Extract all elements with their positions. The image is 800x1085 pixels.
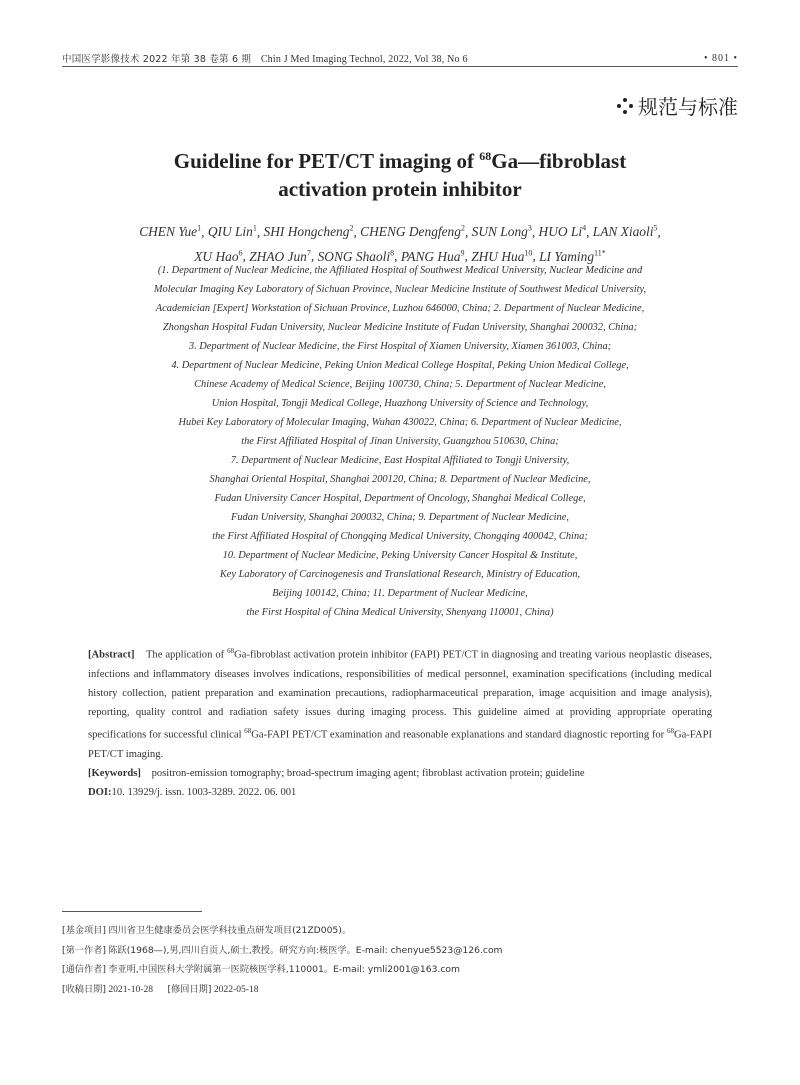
abstract-text: Ga-FAPI PET/CT imaging. bbox=[88, 729, 713, 761]
title-part: Ga—fibroblast bbox=[491, 149, 627, 173]
title-part: Guideline for PET/CT imaging of bbox=[173, 149, 480, 173]
author-name-text: HUO Li bbox=[538, 224, 583, 240]
page-number: • 801 • bbox=[703, 52, 738, 64]
revised-date-label: [修回日期] bbox=[167, 983, 212, 995]
footnote-text: 四川省卫生健康委员会医学科技重点研发项目(21ZD005)。 bbox=[108, 925, 352, 936]
author-name bbox=[139, 224, 201, 239]
author-affiliation-sup: 5 bbox=[653, 224, 658, 233]
affiliation-line: 7. Department of Nuclear Medicine, East Hospital Affiliated to Tongji University, bbox=[230, 455, 570, 466]
footnote-first-author bbox=[62, 941, 738, 961]
section-tag bbox=[616, 91, 738, 120]
affiliation-line: the First Hospital of China Medical University, Shenyang 110001, China) bbox=[246, 607, 554, 618]
abstract bbox=[88, 642, 712, 764]
abstract-text: The application of bbox=[145, 649, 228, 661]
doi-label: DOI: bbox=[88, 787, 112, 799]
footnote-label: [通信作者] bbox=[62, 964, 106, 975]
footnote-label: [第一作者] bbox=[62, 944, 106, 956]
author-name-text: LAN Xiaoli bbox=[592, 224, 654, 240]
author-affiliation-sup: 9 bbox=[460, 248, 465, 258]
affiliation-line: Chinese Academy of Medical Science, Beijing 100730, China; 5. Department of Nuclear Medicine, bbox=[194, 379, 606, 390]
footnote-corresponding-author bbox=[62, 960, 738, 980]
received-date-label: [收稿日期] bbox=[62, 983, 106, 995]
keywords bbox=[88, 764, 712, 783]
abstract-block bbox=[88, 642, 712, 803]
affiliation-line: (1. Department of Nuclear Medicine, the Affiliated Hospital of Southwest Medical University, Nuclear Medicine and bbox=[157, 265, 643, 276]
author-affiliation-sup: 1 bbox=[252, 224, 257, 233]
footnote-text: 李亚明,中国医科大学附属第一医院核医学科,110001。E-mail: ymli2001@163.com bbox=[108, 964, 460, 975]
author-affiliation-sup: 2 bbox=[349, 224, 354, 233]
abstract-text: Ga-fibroblast activation protein inhibitor (FAPI) PET/CT in diagnosing and treating various neoplastic diseases, infections and inflammatory diseases involves indications, responsibilities of medical personnel, examination specifications (including medical history collection, patient preparation and examination precautions, radiopharmaceutical preparation, image acquisition and image analysis), reporting, quality control and radiation safety issues during imaging process. This guideline aimed at providing appropriate operating specifications for successful clinical bbox=[88, 649, 713, 741]
affiliation-line: Beijing 100142, China; 11. Department of Nuclear Medicine, bbox=[272, 588, 528, 599]
affiliation-line: 4. Department of Nuclear Medicine, Peking Union Medical College Hospital, Peking Union Medical College, bbox=[171, 360, 629, 371]
revised-date: 2022-05-18 bbox=[213, 983, 259, 995]
title-line-2: activation protein inhibitor bbox=[278, 177, 522, 201]
author-affiliation-sup: 6 bbox=[238, 248, 243, 258]
author-name bbox=[208, 224, 257, 239]
received-date: 2021-10-28 bbox=[108, 983, 154, 995]
isotope-sup: 68 bbox=[227, 647, 235, 655]
author-name-text: ZHAO Jun bbox=[249, 248, 307, 264]
author-affiliation-sup: 1 bbox=[197, 224, 202, 233]
author-name bbox=[264, 224, 354, 239]
section-tag-label: 规范与标准 bbox=[638, 95, 738, 119]
author-name bbox=[472, 224, 532, 239]
affiliation-line: Academician [Expert] Workstation of Sichuan Province, Luzhou 646000, China; 2. Department of Nuclear Medicine, bbox=[155, 303, 645, 314]
abstract-label: [Abstract] bbox=[88, 649, 135, 661]
article-title bbox=[60, 142, 740, 203]
author-name bbox=[360, 224, 465, 239]
affiliation-line: the First Affiliated Hospital of Jinan University, Guangzhou 510630, China; bbox=[241, 436, 559, 447]
author-name-text: LI Yaming bbox=[539, 248, 595, 264]
journal-citation bbox=[62, 51, 468, 65]
doi bbox=[88, 783, 712, 802]
author-affiliation-sup: 8 bbox=[390, 248, 395, 258]
affiliation-line: Fudan University, Shanghai 200032, China; 9. Department of Nuclear Medicine, bbox=[231, 512, 569, 523]
doi-link[interactable]: 10. 13929/j. issn. 1003-3289. 2022. 06. 001 bbox=[111, 787, 297, 799]
affiliation-line: the First Affiliated Hospital of Chongqing Medical University, Chongqing 400042, China; bbox=[212, 531, 588, 542]
footnote-label: [基金项目] bbox=[62, 925, 106, 936]
affiliation-line: Hubei Key Laboratory of Molecular Imaging, Wuhan 430022, China; 6. Department of Nuclear Medicine, bbox=[178, 417, 622, 428]
affiliation-line: Zhongshan Hospital Fudan University, Nuclear Medicine Institute of Fudan University, Shanghai 200032, China; bbox=[162, 322, 638, 333]
affiliation-line: Molecular Imaging Key Laboratory of Sichuan Province, Nuclear Medicine Institute of Southwest Medical University, bbox=[153, 284, 647, 295]
author-list: CHEN Yue$^1$, QIU Lin$^1$, SHI Hongcheng$^2$, CHENG Dengfeng$^2$, SUN Long$^3$, HUO Li$^4$, LAN Xiaoli$^5$, XU Hao$^6$, ZHAO Jun$^7$, SONG Shaoli$^8$, PANG Hua$^9$, ZHU Hua$^{10}$, LI Yaming$^{11*}$ bbox=[139, 224, 661, 264]
affiliation-line: Fudan University Cancer Hospital, Department of Oncology, Shanghai Medical College, bbox=[214, 493, 586, 504]
author-affiliation-sup: 3 bbox=[527, 224, 532, 233]
affiliations bbox=[60, 261, 740, 622]
four-dot-icon bbox=[616, 97, 634, 115]
author-affiliation-sup: 10 bbox=[524, 248, 533, 258]
keywords-label: [Keywords] bbox=[88, 768, 141, 780]
keywords-text: positron-emission tomography; broad-spectrum imaging agent; fibroblast activation protein; guideline bbox=[151, 768, 585, 780]
affiliation-line: Key Laboratory of Carcinogenesis and Translational Research, Ministry of Education, bbox=[219, 569, 581, 580]
author-name bbox=[539, 224, 587, 239]
author-affiliation-sup: 11* bbox=[594, 248, 606, 258]
author-affiliation-sup: 7 bbox=[306, 248, 311, 258]
author-name bbox=[593, 224, 658, 239]
affiliation-line: Shanghai Oriental Hospital, Shanghai 200120, China; 8. Department of Nuclear Medicine, bbox=[209, 474, 591, 485]
author-affiliation-sup: 4 bbox=[582, 224, 587, 233]
journal-name-en: Chin J Med Imaging Technol, 2022, Vol 38, No 6 bbox=[260, 54, 468, 65]
author-name-text: SONG Shaoli bbox=[317, 248, 391, 264]
author-name-text: XU Hao bbox=[194, 248, 239, 264]
author-name-text: ZHU Hua bbox=[471, 248, 525, 264]
isotope-sup: 68 bbox=[244, 727, 252, 736]
author-name-text: SUN Long bbox=[471, 224, 528, 240]
affiliation-line: 10. Department of Nuclear Medicine, Peking University Cancer Hospital & Institute, bbox=[222, 550, 578, 561]
author-name-text: CHEN Yue bbox=[139, 224, 198, 240]
abstract-text: Ga-FAPI PET/CT examination and reasonable explanations and standard diagnostic reporting for bbox=[251, 729, 667, 741]
author-name-text: QIU Lin bbox=[207, 224, 253, 240]
affiliation-line: 3. Department of Nuclear Medicine, the First Hospital of Xiamen University, Xiamen 361003, China; bbox=[188, 341, 612, 352]
footnotes bbox=[62, 921, 738, 999]
isotope-sup: 68 bbox=[666, 727, 674, 736]
affiliation-line: Union Hospital, Tongji Medical College, Huazhong University of Science and Technology, bbox=[211, 398, 589, 409]
author-name-text: SHI Hongcheng bbox=[263, 224, 350, 240]
header-rule bbox=[62, 66, 738, 67]
footnote-text: 陈跃(1968—),男,四川自贡人,硕士,教授。研究方向:核医学。E-mail: chenyue5523@126.com bbox=[108, 944, 503, 956]
author-affiliation-sup: 2 bbox=[460, 224, 465, 233]
footnote-dates bbox=[62, 980, 738, 1000]
title-isotope: 68 bbox=[479, 149, 492, 163]
running-header bbox=[62, 51, 738, 65]
journal-name-zh: 中国医学影像技术 2022 年第 38 卷第 6 期 bbox=[62, 54, 252, 65]
footnote-rule bbox=[62, 911, 202, 912]
author-name-text: CHENG Dengfeng bbox=[360, 224, 461, 240]
author-name-text: PANG Hua bbox=[400, 248, 461, 264]
footnote-funding bbox=[62, 921, 738, 941]
